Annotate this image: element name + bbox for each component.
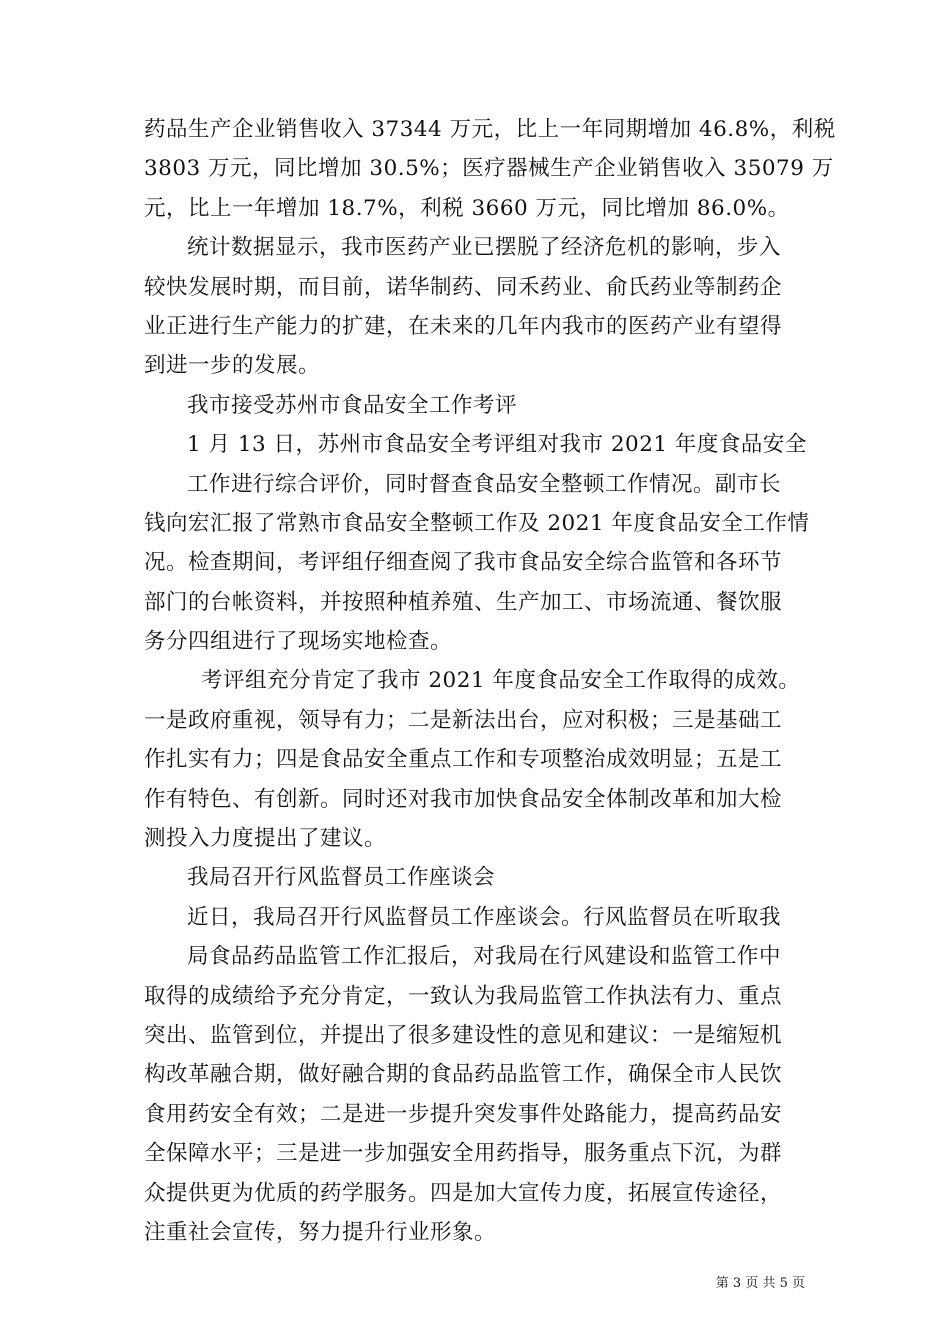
section-heading: 我市接受苏州市食品安全工作考评 [187, 392, 518, 418]
section-heading: 我局召开行风监督员工作座谈会 [187, 865, 496, 891]
text-line: 元，比上一年增加 18.7%，利税 3660 万元，同比增加 86.0%。 [144, 195, 790, 221]
text-line: 一是政府重视，领导有力；二是新法出台，应对积极；三是基础工 [144, 707, 783, 733]
text-line: 较快发展时期，而目前，诺华制药、同禾药业、俞氏药业等制药企 [144, 274, 783, 300]
text-line: 况。检查期间，考评组仔细查阅了我市食品安全综合监管和各环节 [144, 550, 783, 576]
paragraph-start-line: 1 月 13 日，苏州市食品安全考评组对我市 2021 年度食品安全 [187, 432, 807, 458]
text-line: 取得的成绩给予充分肯定，一致认为我局监管工作执法有力、重点 [144, 983, 783, 1009]
text-line: 众提供更为优质的药学服务。四是加大宣传力度，拓展宣传途径， [144, 1180, 783, 1206]
text-line: 业正进行生产能力的扩建，在未来的几年内我市的医药产业有望得 [144, 313, 783, 339]
page-number: 第 3 页 共 5 页 [715, 1276, 805, 1291]
paragraph-start-line: 近日，我局召开行风监督员工作座谈会。行风监督员在听取我 [187, 904, 782, 930]
text-line: 药品生产企业销售收入 37344 万元，比上一年同期增加 46.8%，利税 [144, 117, 836, 142]
text-line: 务分四组进行了现场实地检查。 [144, 629, 453, 655]
text-line: 作有特色、有创新。同时还对我市加快食品安全体制改革和加大检 [144, 786, 783, 812]
text-line: 作扎实有力；四是食品安全重点工作和专项整治成效明显；五是工 [144, 747, 783, 773]
text-line: 食用药安全有效；二是进一步提升突发事件处路能力，提高药品安 [144, 1101, 783, 1127]
text-line: 工作进行综合评价，同时督查食品安全整顿工作情况。副市长 [187, 471, 782, 497]
text-line: 部门的台帐资料，并按照种植养殖、生产加工、市场流通、餐饮服 [144, 589, 783, 615]
text-line: 突出、监管到位，并提出了很多建设性的意见和建议：一是缩短机 [144, 1022, 783, 1048]
document-body [144, 110, 836, 1252]
paragraph-start-line: 统计数据显示，我市医药产业已摆脱了经济危机的影响，步入 [187, 235, 782, 261]
text-line: 局食品药品监管工作汇报后，对我局在行风建设和监管工作中 [187, 944, 782, 970]
paragraph-start-line: 考评组充分肯定了我市 2021 年度食品安全工作取得的成效。 [201, 668, 801, 694]
text-line: 到进一步的发展。 [144, 353, 321, 379]
text-line: 3803 万元，同比增加 30.5%；医疗器械生产企业销售收入 35079 万 [144, 156, 834, 182]
text-line: 构改革融合期，做好融合期的食品药品监管工作，确保全市人民饮 [144, 1062, 783, 1088]
text-line: 注重社会宣传，努力提升行业形象。 [144, 1219, 497, 1245]
text-line: 全保障水平；三是进一步加强安全用药指导，服务重点下沉，为群 [144, 1141, 783, 1167]
text-line: 钱向宏汇报了常熟市食品安全整顿工作及 2021 年度食品安全工作情 [144, 510, 810, 536]
text-line: 测投入力度提出了建议。 [144, 826, 387, 852]
